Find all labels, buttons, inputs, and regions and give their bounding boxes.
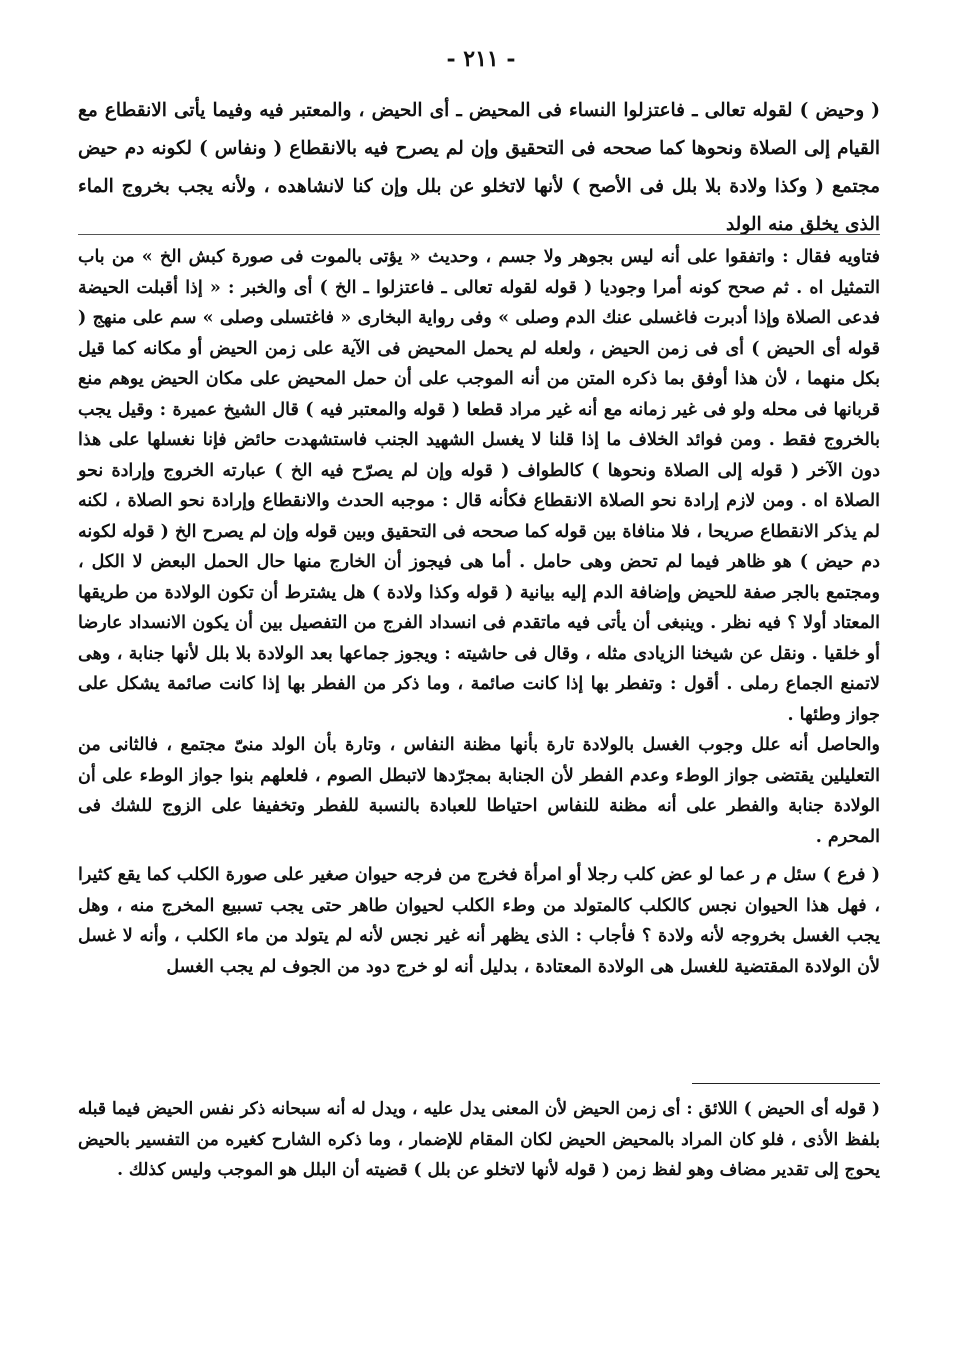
commentary-text xyxy=(78,242,880,990)
commentary-paragraph: ( فرع ) سئل م ر عما لو عض كلب رجلا أو امرأة فخرج من فرجه حيوان صغير على صورة الكلب كما يقع كثيرا ، فهل هذا الحيوان نجس كالكلب كالمتولد من وطء الكلب لحيوان طاهر حتى يجب تسبيع المخرج منه ، وهل يجب الغسل بخروجه لأنه ولادة ؟ فأجاب : الذى يظهر أنه غير نجس لأنه لم يتولد من ماء الكلب ، وأنه لا غسل لأن الولادة المقتضية للغسل هى الولادة المعتادة ، بدليل أنه لو خرج دود من الجوف لم يجب الغسل xyxy=(78,865,880,977)
footnote-text xyxy=(78,1094,880,1186)
separator-rule xyxy=(78,234,880,235)
commentary-paragraph: والحاصل أنه علل وجوب الغسل بالولادة تارة بأنها مظنة النفاس ، وتارة بأن الولد منىّ مجتمع ، فالثانى من التعليلين يقتضى جواز الوطء وعدم الفطر لأن الجنابة بمجرّدها لاتبطل الصوم ، فلعلهم بنوا جواز الوطء على أن الولادة جنابة والفطر على أنه مظنة للنفاس احتياطا للعبادة بالنسبة للفطر وتخفيفا على الزوج للشك فى المحرم . xyxy=(78,735,880,847)
matn-text xyxy=(78,92,880,244)
commentary-paragraph: فتاويه فقال : واتفقوا على أنه ليس بجوهر ولا جسم ، وحديث « يؤتى بالموت فى صورة كبش الخ » من باب التمثيل اه . ثم صحح كونه أمرا وجوديا ( قوله لقوله تعالى ـ فاعتزلوا ـ الخ ) أى والخبر : « إذا أقبلت الحيضة فدعى الصلاة وإذا أدبرت فاغسلى عنك الدم وصلى » وفى رواية البخارى « فاغتسلى وصلى » سم على منهج ( قوله أى الحيض ) أى فى زمن الحيض ، ولعله لم يحمل المحيض فى الآية على زمن الحيض أو مكانه كما قيل بكل منهما ، لأن هذا أوفق بما ذكره المتن من أنه الموجب على أن حمل المحيض على مكان الحيض يوهم منع قربانها فى محله ولو فى غير زمانه مع أنه غير مراد قطعا ( قوله والمعتبر فيه ) قال الشيخ عميرة : وقيل يجب بالخروج فقط . ومن فوائد الخلاف ما إذا قلنا لا يغسل الشهيد الجنب فاستشهدت حائض فإنا نغسلها على هذا دون الآخر ( قوله إلى الصلاة ونحوها ) كالطواف ( قوله وإن لم يصرّح فيه الخ ) عبارته الخروج وإرادة نحو الصلاة اه . ومن لازم إرادة نحو الصلاة الانقطاع فكأنه قال : موجبه الحدث والانقطاع وإرادة نحو الصلاة ، لكنه لم يذكر الانقطاع صريحا ، فلا منافاة بين قوله كما صححه فى التحقيق وبين قوله وإن لم يصرح الخ ( قوله لكونه دم حيض ) هو ظاهر فيما لم تحض وهى حامل . أما هى فيجوز أن الخارج منها حال الحمل البعض لا الكل ، ومجتمع بالجر صفة للحيض وإضافة الدم إليه بيانية ( قوله وكذا ولادة ) هل يشترط أن تكون الولادة من طريقها المعتاد أولا ؟ فيه نظر . وينبغى أن يأتى فيه ماتقدم فى انسداد الفرج من التفصيل بين أن يكون الانسداد عارضا أو خلقيا . ونقل عن شيخنا الزيادى مثله ، وقال فى حاشيته : ويجوز جماعها بعد الولادة بلا بلل لأنها جنابة ، وهى لاتمنع الجماع رملى . أقول : وتفطر بها إذا كانت صائمة ، وما ذكر من الفطر بها إذا كانت صائمة يشكل على جواز وطئها . xyxy=(77,247,880,725)
page-number: - ٢١١ - xyxy=(446,46,516,72)
footnote-rule xyxy=(692,1083,880,1084)
matn-paragraph: ( وحيض ) لقوله تعالى ـ فاعتزلوا النساء فى المحيض ـ أى الحيض ، والمعتبر فيه وفيما يأتى الانقطاع مع القيام إلى الصلاة ونحوها كما صححه فى التحقيق وإن لم يصرح فيه بالانقطاع ( ونفاس ) لكونه دم حيض مجتمع ( وكذا ولادة بلا بلل فى الأصح ) لأنها لاتخلو عن بلل وإن كنا لانشاهده ، ولأنه يجب بخروج الماء الذى يخلق منه الولد xyxy=(78,100,880,235)
footnote-paragraph: ( قوله أى الحيض ) اللائق : أى زمن الحيض لأن المعنى يدل عليه ، ويدل له أنه سبحانه ذكر نفس الحيض فيما قبله بلفظ الأذى ، فلو كان المراد بالمحيض الحيض لكان المقام للإضمار ، وما ذكره الشارح كغيره من التفسير بالحيض يحوج إلى تقدير مضاف وهو لفظ زمن ( قوله لأنها لاتخلو عن بلل ) قضيته أن البلل هو الموجب وليس كذلك . xyxy=(78,1099,880,1180)
